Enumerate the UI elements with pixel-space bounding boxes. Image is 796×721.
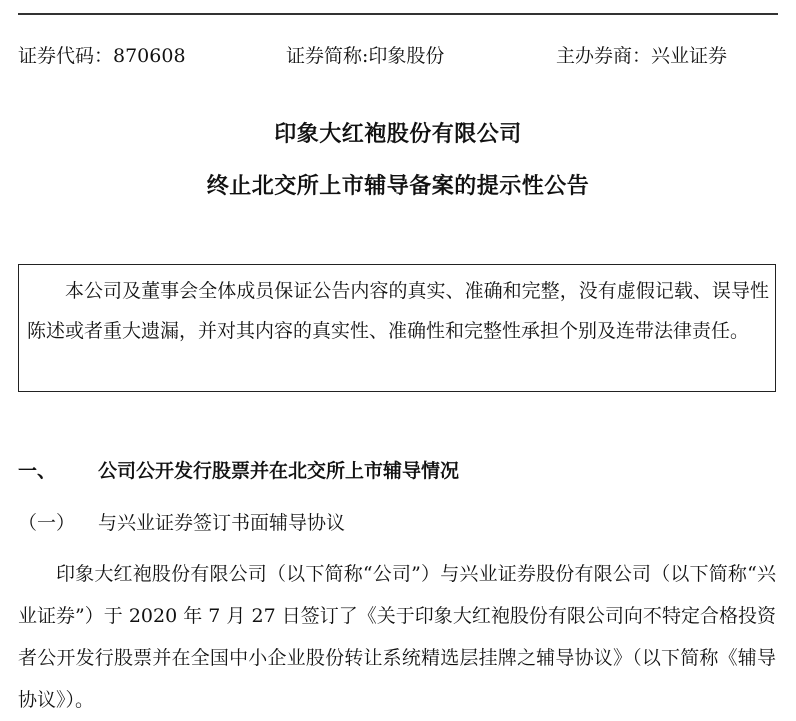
company-name: 印象大红袍股份有限公司 [274, 122, 522, 147]
stock-abbreviation: 证券简称:印象股份 [286, 45, 445, 67]
section-number: 一、 [18, 460, 57, 482]
subsection-title: 与兴业证券签订书面辅导协议 [98, 512, 346, 534]
responsibility-notice-text: 本公司及董事会全体成员保证公告内容的真实、准确和完整，没有虚假记载、误导性陈述或者重大遗漏，并对其内容的真实性、准确性和完整性承担个别及连带法律责任。 [27, 280, 769, 342]
section-title: 公司公开发行股票并在北交所上市辅导情况 [98, 460, 460, 482]
top-rule [18, 13, 778, 15]
stock-code: 证券代码：870608 [18, 45, 186, 67]
sponsor-broker: 主办券商：兴业证券 [556, 45, 728, 67]
body-paragraph: 印象大红袍股份有限公司（以下简称“公司”）与兴业证券股份有限公司（以下简称“兴业证券”）于 2020 年 7 月 27 日签订了《关于印象大红袍股份有限公司向不特定合格投资者公开发行股票并在全国中小企业股份转让系统精选层挂牌之辅导协议》（以下简称《辅导协议》）。 [18, 563, 776, 711]
announcement-title: 终止北交所上市辅导备案的提示性公告 [206, 174, 590, 199]
responsibility-notice-box [18, 264, 776, 392]
subsection-number: （一） [18, 512, 76, 534]
